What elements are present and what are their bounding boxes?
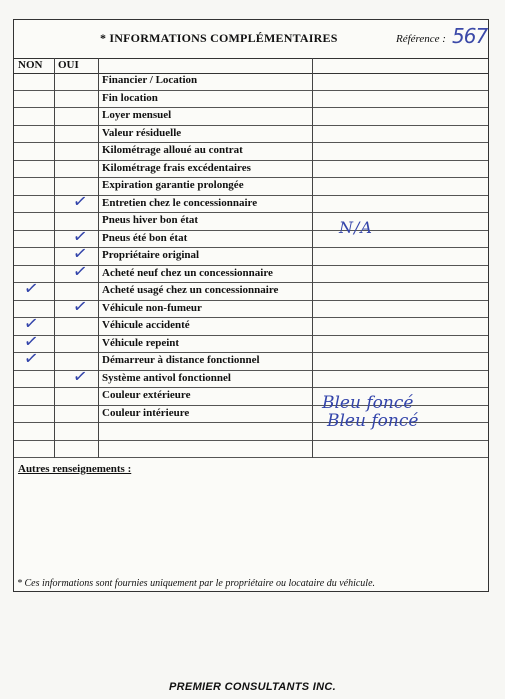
row-label: Couleur extérieure xyxy=(102,389,191,401)
info-form xyxy=(13,19,489,592)
check-non-icon: ✓ xyxy=(22,313,40,335)
check-oui-icon: ✓ xyxy=(71,243,89,265)
column-divider-label xyxy=(312,58,313,458)
row-label: Démarreur à distance fonctionnel xyxy=(102,354,260,366)
check-oui-icon: ✓ xyxy=(71,295,89,318)
row-label: Système antivol fonctionnel xyxy=(102,371,231,384)
row-label: Propriétaire original xyxy=(102,249,200,261)
note-exterior-color: Bleu foncé xyxy=(322,393,414,413)
check-oui-icon: ✓ xyxy=(71,365,89,388)
note-interior-color: Bleu foncé xyxy=(327,411,419,431)
check-oui-icon: ✓ xyxy=(71,225,89,248)
check-non-icon: ✓ xyxy=(22,348,40,370)
table-row xyxy=(14,295,488,319)
row-label: Kilométrage frais excédentaires xyxy=(102,161,251,174)
reference-label: Référence : xyxy=(396,33,446,45)
table-row xyxy=(14,73,488,91)
table-row xyxy=(14,313,488,336)
form-title: * INFORMATIONS COMPLÉMENTAIRES xyxy=(100,31,338,45)
company-name: PREMIER CONSULTANTS INC. xyxy=(169,681,336,693)
table-row xyxy=(14,388,488,406)
check-non-icon: ✓ xyxy=(22,278,40,300)
row-label: Véhicule accidenté xyxy=(102,319,190,331)
column-header-non: NON xyxy=(18,59,43,71)
note-winter-tires: N/A xyxy=(339,218,373,237)
column-header-row xyxy=(14,58,488,74)
row-label: Kilométrage alloué au contrat xyxy=(102,144,243,156)
table-row xyxy=(14,126,488,144)
row-label: Acheté usagé chez un concessionnaire xyxy=(102,284,279,296)
row-label: Valeur résiduelle xyxy=(102,126,182,139)
table-row xyxy=(14,441,488,459)
table-row xyxy=(14,365,488,389)
column-header-oui: OUI xyxy=(58,59,79,71)
form-header xyxy=(14,20,488,59)
row-label: Véhicule non-fumeur xyxy=(102,301,202,314)
table-row xyxy=(14,91,488,109)
column-divider-non xyxy=(54,58,55,458)
reference-number: 567 xyxy=(452,24,488,48)
column-divider-oui xyxy=(98,58,99,458)
row-label: Fin location xyxy=(102,91,158,104)
footnote: * Ces informations sont fournies uniquement par le propriétaire ou locataire du véhicule. xyxy=(17,578,376,589)
row-label: Financier / Location xyxy=(102,74,198,86)
table-row xyxy=(14,190,488,214)
check-oui-icon: ✓ xyxy=(71,260,89,283)
other-info-label: Autres renseignements : xyxy=(18,463,132,475)
table-row xyxy=(14,143,488,161)
row-label: Entretien chez le concessionnaire xyxy=(102,196,258,209)
table-row xyxy=(14,260,488,284)
row-label: Acheté neuf chez un concessionnaire xyxy=(102,266,273,279)
row-label: Véhicule repeint xyxy=(102,336,180,349)
row-label: Couleur intérieure xyxy=(102,406,190,419)
table-row xyxy=(14,108,488,126)
row-label: Pneus été bon état xyxy=(102,231,188,244)
row-label: Pneus hiver bon état xyxy=(102,214,199,226)
check-non-icon: ✓ xyxy=(22,330,40,353)
table-row xyxy=(14,330,488,354)
row-label: Expiration garantie prolongée xyxy=(102,179,244,191)
row-label: Loyer mensuel xyxy=(102,109,172,121)
check-oui-icon: ✓ xyxy=(71,190,89,213)
table-row xyxy=(14,161,488,179)
